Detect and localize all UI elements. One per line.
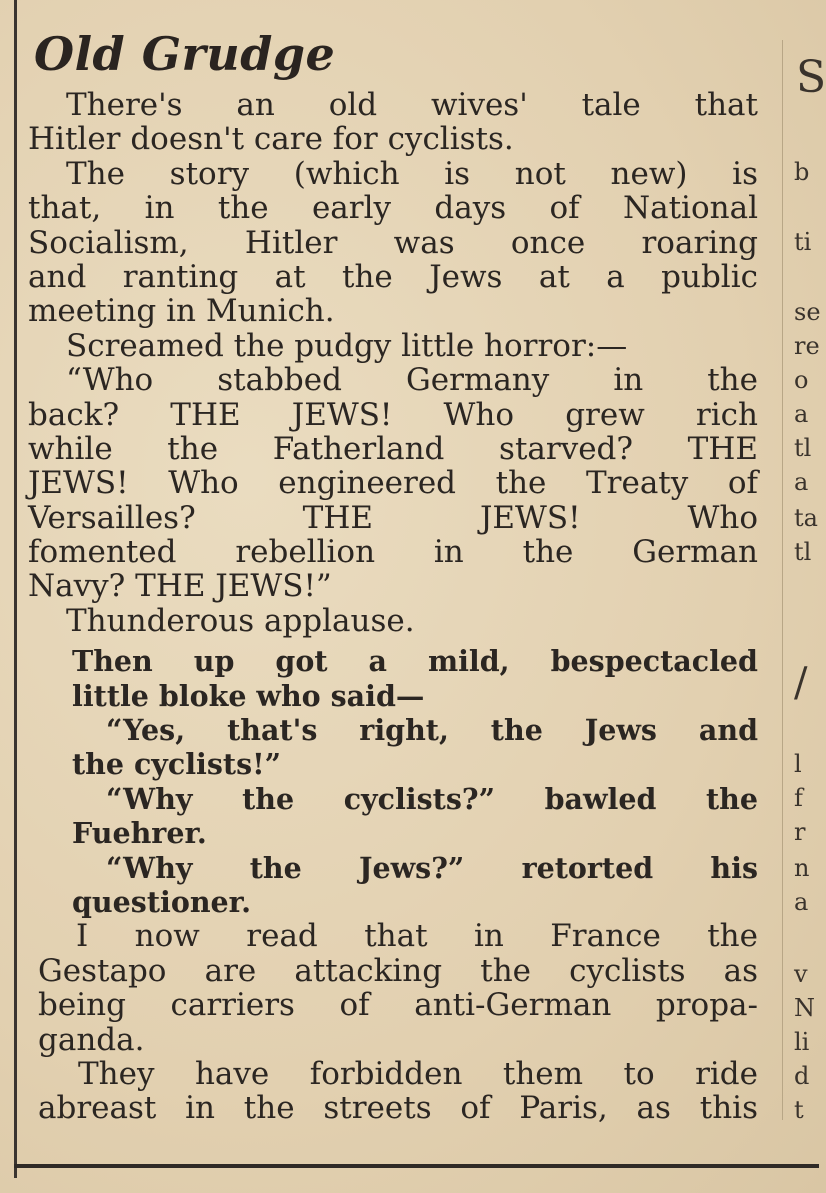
adjacent-fragment: v [794, 960, 808, 988]
adjacent-fragment: N [794, 994, 815, 1022]
text-line: meeting in Munich. [28, 293, 335, 330]
text-line: They have forbidden them to ride [78, 1055, 758, 1092]
adjacent-fragment: tl [794, 538, 812, 566]
text-line: JEWS! Who engineered the Treaty of [28, 465, 758, 502]
adjacent-fragment: / [794, 660, 808, 706]
adjacent-fragment: r [794, 818, 806, 846]
adjacent-fragment: a [794, 888, 809, 916]
text-line: There's an old wives' tale that [66, 87, 758, 123]
column-divider [782, 40, 783, 1120]
headline: Old Grudge [34, 27, 336, 81]
adjacent-fragment: l [794, 750, 802, 778]
bold-line: questioner. [72, 884, 252, 919]
text-line: Gestapo are attacking the cyclists as [38, 952, 758, 989]
bold-line: the cyclists!” [72, 747, 282, 782]
bold-line: “Yes, that's right, the Jews and [106, 713, 758, 748]
article-conclusion [28, 919, 758, 1125]
adjacent-fragment: li [794, 1028, 810, 1056]
adjacent-fragment: a [794, 468, 809, 496]
text-line: Hitler doesn't care for cyclists. [28, 121, 514, 158]
bold-passage [28, 644, 758, 919]
adjacent-fragment: se [794, 298, 821, 326]
text-line: that, in the early days of National [28, 190, 758, 227]
adjacent-fragment: f [794, 784, 803, 812]
adjacent-fragment: t [794, 1096, 804, 1124]
text-line: I now read that in France the [76, 918, 758, 955]
text-line: ganda. [38, 1021, 145, 1058]
adjacent-column [790, 0, 826, 1160]
adjacent-fragment: d [794, 1062, 810, 1090]
article [28, 26, 758, 1126]
text-line: back? THE JEWS! Who grew rich [28, 396, 758, 433]
adjacent-fragment: re [794, 332, 820, 360]
text-line: abreast in the streets of Paris, as this [38, 1090, 758, 1127]
bold-line: “Why the Jews?” retorted his [106, 850, 758, 885]
text-line: being carriers of anti-German propa- [38, 987, 758, 1024]
text-line: Screamed the pudgy little horror:— [66, 327, 628, 364]
adjacent-fragment: o [794, 366, 809, 394]
text-line: The story (which is not new) is [66, 155, 758, 192]
bold-line: Then up got a mild, bespectacled [72, 644, 758, 679]
bold-line: little bloke who said— [72, 678, 425, 713]
bold-line: Fuehrer. [72, 816, 207, 851]
adjacent-fragment: tl [794, 434, 812, 462]
adjacent-fragment: a [794, 400, 809, 428]
adjacent-fragment: n [794, 854, 810, 882]
left-column-rule [14, 0, 17, 1178]
bottom-rule [14, 1164, 819, 1168]
adjacent-fragment: ti [794, 228, 812, 256]
text-line: and ranting at the Jews at a public [28, 258, 758, 295]
text-line: while the Fatherland starved? THE [28, 430, 758, 467]
text-line: fomented rebellion in the German [28, 534, 758, 571]
adjacent-fragment: ta [794, 504, 818, 532]
text-line: Navy? THE JEWS!” [28, 568, 332, 605]
adjacent-fragment: b [794, 158, 810, 186]
text-line: Thunderous applause. [66, 602, 415, 639]
text-line: “Who stabbed Germany in the [66, 362, 758, 399]
text-line: Versailles? THE JEWS! Who [28, 499, 758, 536]
text-line: Socialism, Hitler was once roaring [28, 224, 758, 261]
adjacent-fragment: S [796, 52, 826, 103]
bold-line: “Why the cyclists?” bawled the [106, 781, 758, 816]
article-body [28, 88, 758, 638]
